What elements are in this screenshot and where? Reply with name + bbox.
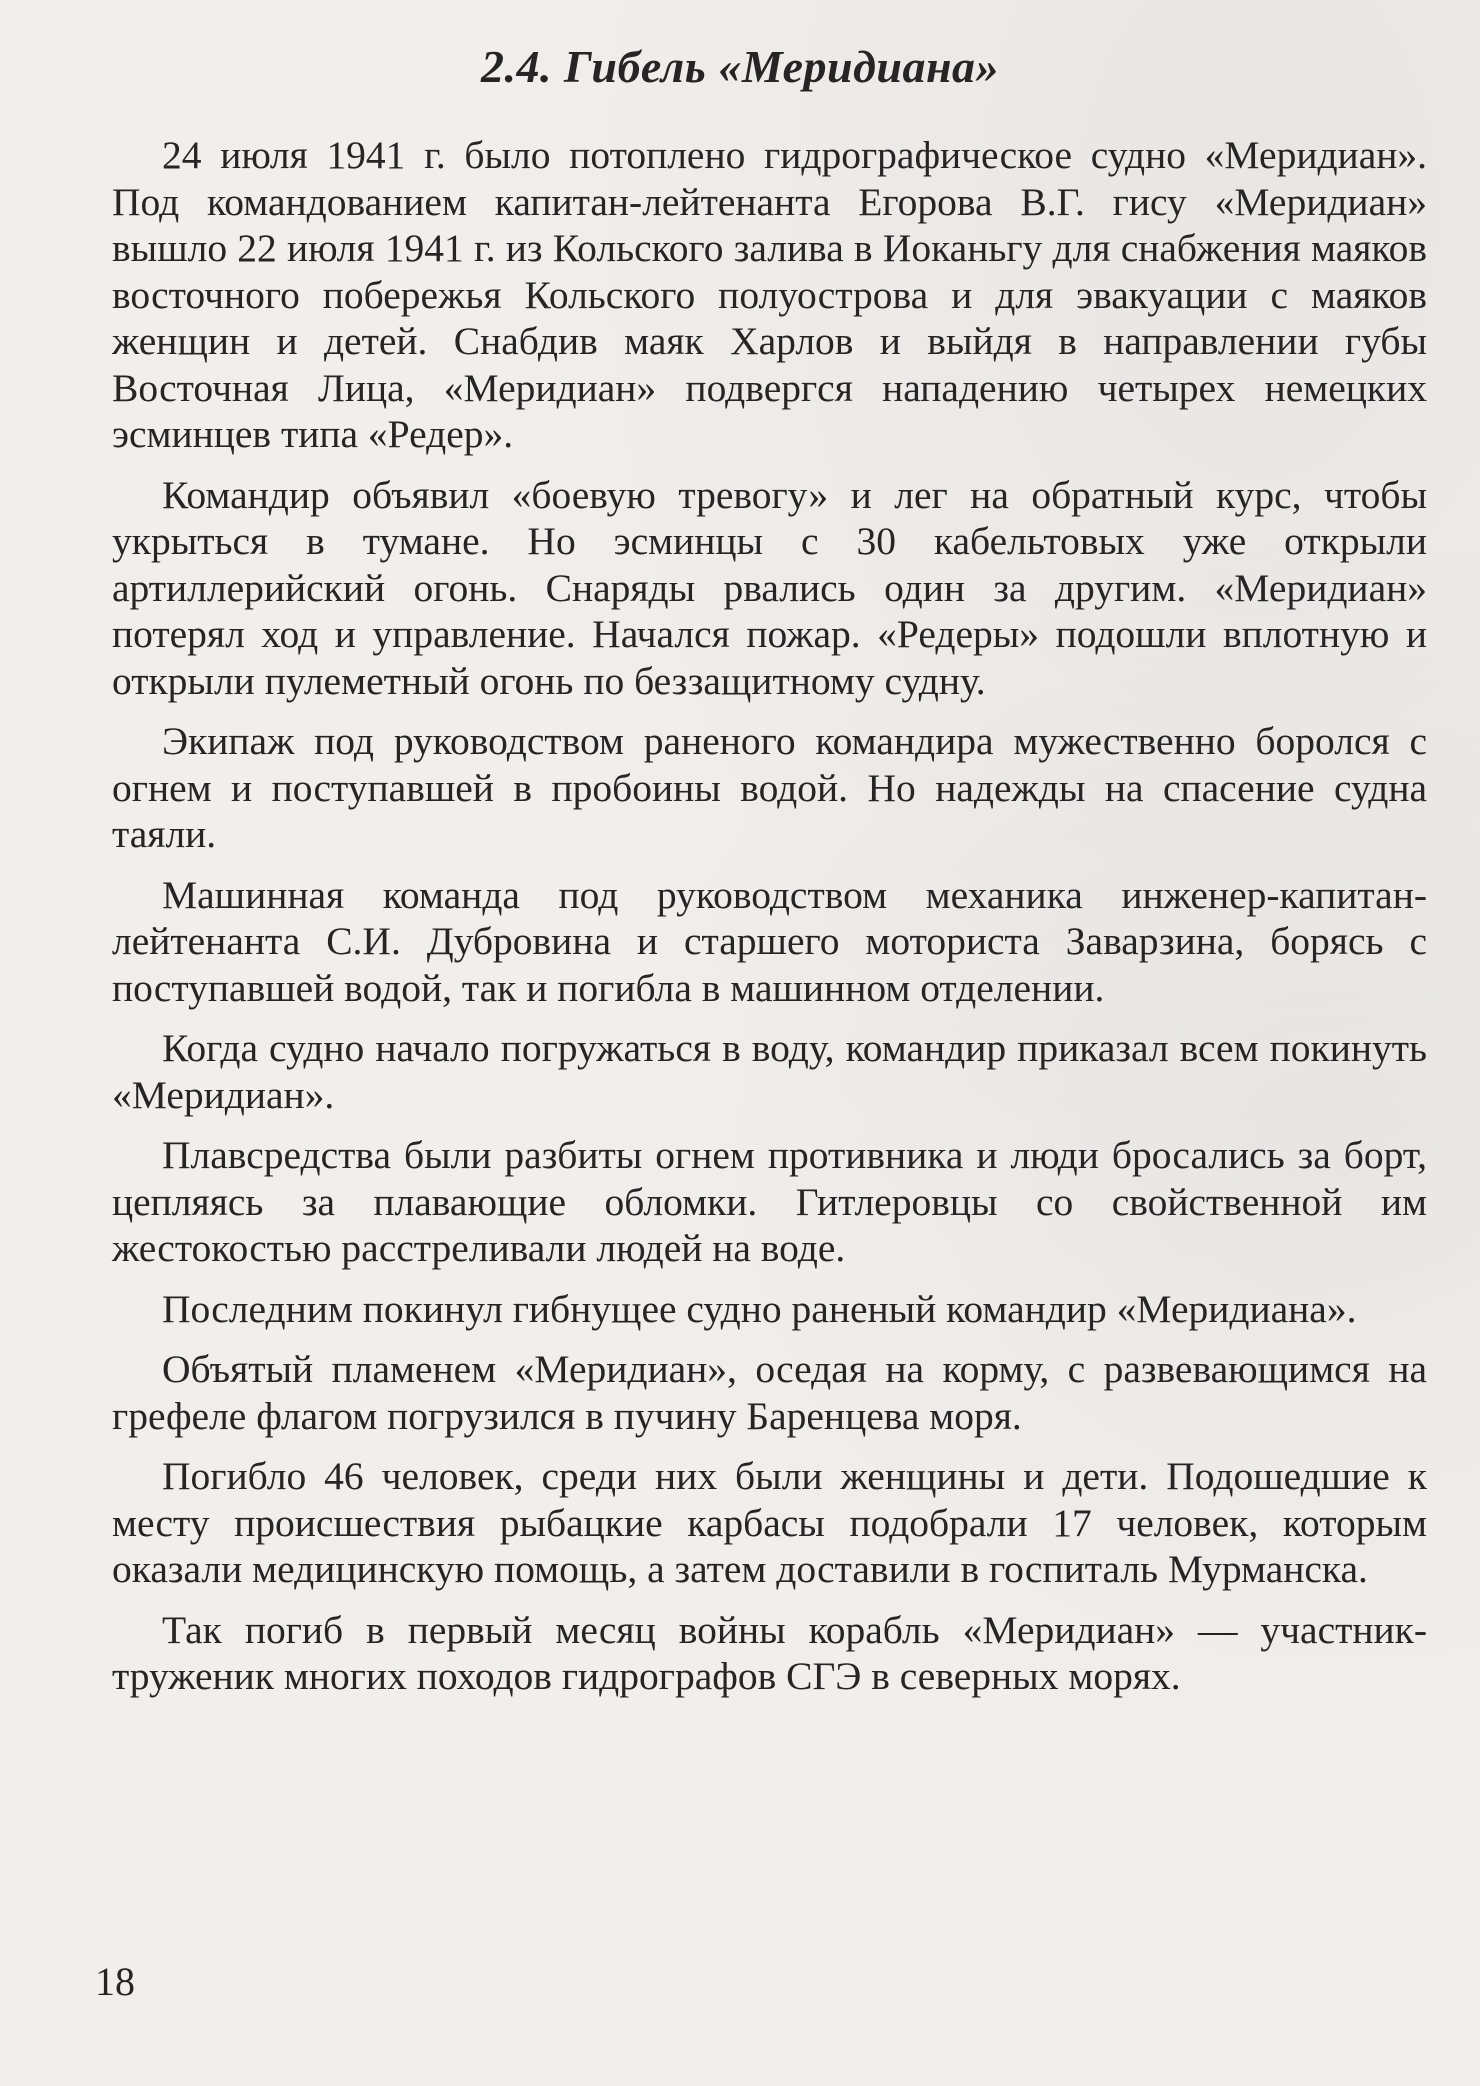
paragraph: 24 июля 1941 г. было потоплено гидрографическое судно «Меридиан». Под командованием капитан-лейтенанта Егорова В.Г. гису «Меридиан» вышло 22 июля 1941 г. из Кольского залива в Иоканьгу для снабжения маяков восточного побережья Кольского полуострова и для эвакуации с маяков женщин и детей. Снабдив маяк Харлов и выйдя в направлении губы Восточная Лица, «Меридиан» подвергся нападению четырех немецких эсминцев типа «Редер». bbox=[112, 133, 1427, 456]
paragraph: Так погиб в первый месяц войны корабль «Меридиан» — участник-труженик многих походов гидрографов СГЭ в северных морях. bbox=[112, 1607, 1427, 1698]
paragraph: Плавсредства были разбиты огнем противника и люди бросались за борт, цепляясь за плавающие обломки. Гитлеровцы со свойственной им жестокостью расстреливали людей на воде. bbox=[112, 1133, 1427, 1270]
paragraph: Экипаж под руководством раненого командира мужественно боролся с огнем и поступавшей в пробоины водой. Но надежды на спасение судна таяли. bbox=[112, 719, 1427, 856]
paragraph: Машинная команда под руководством механика инженер-капитан-лейтенанта С.И. Дубровина и старшего моториста Заварзина, борясь с поступавшей водой, так и погибла в машинном отделении. bbox=[112, 872, 1427, 1010]
paragraph: Командир объявил «боевую тревогу» и лег на обратный курс, чтобы укрыться в тумане. Но эсминцы с 30 кабельтовых уже открыли артиллерийский огонь. Снаряды рвались один за другим. «Меридиан» потерял ход и управление. Начался пожар. «Редеры» подошли вплотную и открыли пулеметный огонь по беззащитному судну. bbox=[112, 472, 1427, 703]
page-number: 18 bbox=[95, 1959, 135, 2004]
body-text bbox=[112, 132, 1427, 1714]
paragraph: Объятый пламенем «Меридиан», оседая на корму, с развевающимся на грефеле флагом погрузился в пучину Баренцева моря. bbox=[112, 1347, 1427, 1438]
paragraph: Погибло 46 человек, среди них были женщины и дети. Подошедшие к месту происшествия рыбацкие карбасы подобрали 17 человек, которым оказали медицинскую помощь, а затем доставили в госпиталь Мурманска. bbox=[112, 1454, 1427, 1591]
paragraph: Последним покинул гибнущее судно раненый командир «Меридиана». bbox=[162, 1286, 1357, 1331]
section-heading: 2.4. Гибель «Меридиана» bbox=[480, 41, 1000, 92]
paragraph: Когда судно начало погружаться в воду, командир приказал всем покинуть «Меридиан». bbox=[112, 1026, 1427, 1117]
